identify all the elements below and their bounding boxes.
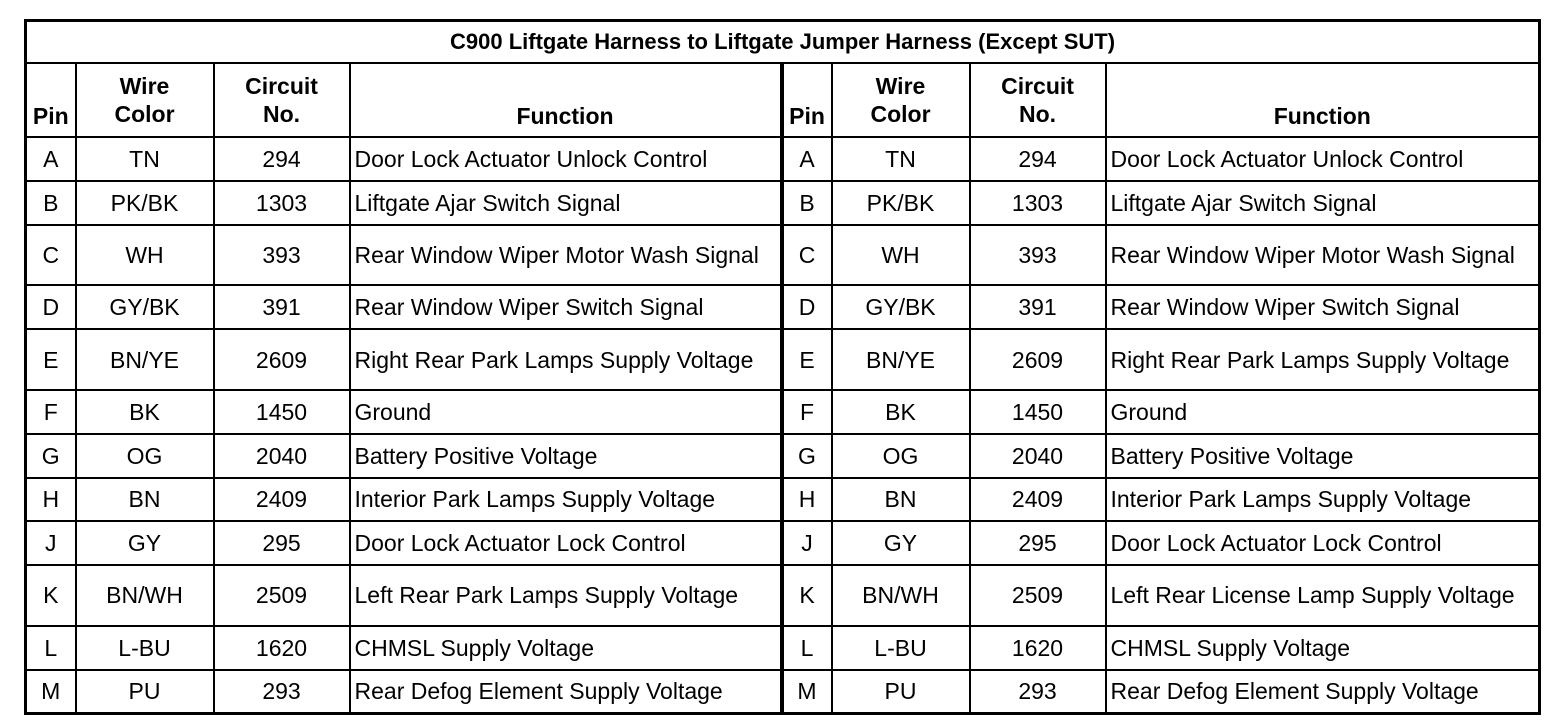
pin-cell: L — [782, 626, 832, 670]
pin-cell: C — [26, 225, 76, 286]
function-cell: Door Lock Actuator Unlock Control — [350, 137, 782, 181]
table-row — [26, 626, 1540, 670]
function-cell: Liftgate Ajar Switch Signal — [350, 181, 782, 225]
function-cell: Left Rear License Lamp Supply Voltage — [1106, 565, 1540, 626]
circuit-cell: 2609 — [970, 329, 1106, 390]
circuit-cell: 2609 — [214, 329, 350, 390]
wire-color-cell: GY/BK — [76, 285, 214, 329]
wire-color-cell: GY — [76, 521, 214, 565]
circuit-cell: 1303 — [970, 181, 1106, 225]
pin-cell: L — [26, 626, 76, 670]
wire-color-cell: BN — [832, 478, 970, 522]
header-function: Function — [1106, 63, 1540, 137]
wire-color-cell: BN/YE — [832, 329, 970, 390]
circuit-cell: 1450 — [970, 390, 1106, 434]
wire-color-cell: BK — [832, 390, 970, 434]
connector-pinout-table — [24, 19, 1541, 715]
circuit-cell: 295 — [214, 521, 350, 565]
wire-color-cell: GY — [832, 521, 970, 565]
wire-color-cell: WH — [76, 225, 214, 286]
function-cell: Rear Window Wiper Switch Signal — [350, 285, 782, 329]
function-cell: Rear Defog Element Supply Voltage — [350, 670, 782, 714]
circuit-cell: 1620 — [214, 626, 350, 670]
pin-cell: M — [26, 670, 76, 714]
circuit-cell: 2040 — [970, 434, 1106, 478]
wire-color-cell: L-BU — [76, 626, 214, 670]
function-cell: Right Rear Park Lamps Supply Voltage — [350, 329, 782, 390]
table-row — [26, 565, 1540, 626]
wire-color-cell: OG — [832, 434, 970, 478]
function-cell: CHMSL Supply Voltage — [350, 626, 782, 670]
function-cell: Battery Positive Voltage — [1106, 434, 1540, 478]
header-pin: Pin — [26, 63, 76, 137]
table-row — [26, 434, 1540, 478]
pin-cell: E — [782, 329, 832, 390]
wire-color-cell: PU — [832, 670, 970, 714]
function-cell: Right Rear Park Lamps Supply Voltage — [1106, 329, 1540, 390]
function-cell: Door Lock Actuator Lock Control — [1106, 521, 1540, 565]
wire-color-cell: TN — [832, 137, 970, 181]
function-cell: Battery Positive Voltage — [350, 434, 782, 478]
wire-color-cell: BN — [76, 478, 214, 522]
circuit-cell: 2509 — [970, 565, 1106, 626]
function-cell: Rear Window Wiper Motor Wash Signal — [350, 225, 782, 286]
function-cell: Interior Park Lamps Supply Voltage — [350, 478, 782, 522]
circuit-cell: 293 — [970, 670, 1106, 714]
pin-cell: F — [782, 390, 832, 434]
wire-color-cell: PK/BK — [76, 181, 214, 225]
header-pin: Pin — [782, 63, 832, 137]
table-row — [26, 285, 1540, 329]
pin-cell: A — [782, 137, 832, 181]
wire-color-cell: L-BU — [832, 626, 970, 670]
function-cell: Ground — [350, 390, 782, 434]
circuit-cell: 294 — [970, 137, 1106, 181]
function-cell: Door Lock Actuator Lock Control — [350, 521, 782, 565]
header-circuit-no: Circuit No. — [970, 63, 1106, 137]
wire-color-cell: OG — [76, 434, 214, 478]
wire-color-cell: TN — [76, 137, 214, 181]
pin-cell: A — [26, 137, 76, 181]
pin-cell: F — [26, 390, 76, 434]
wire-color-cell: PU — [76, 670, 214, 714]
wire-color-cell: BN/YE — [76, 329, 214, 390]
pin-cell: G — [782, 434, 832, 478]
header-wire-color: Wire Color — [832, 63, 970, 137]
pin-cell: H — [26, 478, 76, 522]
circuit-cell: 1450 — [214, 390, 350, 434]
pin-cell: J — [782, 521, 832, 565]
function-cell: Door Lock Actuator Unlock Control — [1106, 137, 1540, 181]
circuit-cell: 391 — [214, 285, 350, 329]
function-cell: Rear Window Wiper Motor Wash Signal — [1106, 225, 1540, 286]
circuit-cell: 2509 — [214, 565, 350, 626]
wire-color-cell: PK/BK — [832, 181, 970, 225]
table-row — [26, 390, 1540, 434]
function-cell: Ground — [1106, 390, 1540, 434]
wire-color-cell: WH — [832, 225, 970, 286]
pin-cell: B — [782, 181, 832, 225]
header-circuit-no: Circuit No. — [214, 63, 350, 137]
header-function: Function — [350, 63, 782, 137]
circuit-cell: 293 — [214, 670, 350, 714]
circuit-cell: 2409 — [214, 478, 350, 522]
table-row — [26, 329, 1540, 390]
circuit-cell: 295 — [970, 521, 1106, 565]
pin-cell: B — [26, 181, 76, 225]
table-row — [26, 181, 1540, 225]
pin-cell: G — [26, 434, 76, 478]
pin-cell: K — [782, 565, 832, 626]
function-cell: CHMSL Supply Voltage — [1106, 626, 1540, 670]
circuit-cell: 1620 — [970, 626, 1106, 670]
pin-cell: K — [26, 565, 76, 626]
function-cell: Rear Defog Element Supply Voltage — [1106, 670, 1540, 714]
table-row — [26, 225, 1540, 286]
function-cell: Liftgate Ajar Switch Signal — [1106, 181, 1540, 225]
table-row — [26, 137, 1540, 181]
function-cell: Interior Park Lamps Supply Voltage — [1106, 478, 1540, 522]
pin-cell: D — [26, 285, 76, 329]
pin-cell: M — [782, 670, 832, 714]
table-row — [26, 478, 1540, 522]
wire-color-cell: BK — [76, 390, 214, 434]
circuit-cell: 294 — [214, 137, 350, 181]
table-title: C900 Liftgate Harness to Liftgate Jumper Harness (Except SUT) — [26, 21, 1540, 64]
pin-cell: H — [782, 478, 832, 522]
circuit-cell: 393 — [970, 225, 1106, 286]
wire-color-cell: BN/WH — [76, 565, 214, 626]
circuit-cell: 1303 — [214, 181, 350, 225]
circuit-cell: 2040 — [214, 434, 350, 478]
pin-cell: C — [782, 225, 832, 286]
pin-cell: J — [26, 521, 76, 565]
table-row — [26, 670, 1540, 714]
circuit-cell: 391 — [970, 285, 1106, 329]
pin-cell: E — [26, 329, 76, 390]
wire-color-cell: BN/WH — [832, 565, 970, 626]
circuit-cell: 393 — [214, 225, 350, 286]
circuit-cell: 2409 — [970, 478, 1106, 522]
pin-cell: D — [782, 285, 832, 329]
function-cell: Left Rear Park Lamps Supply Voltage — [350, 565, 782, 626]
table-row — [26, 521, 1540, 565]
function-cell: Rear Window Wiper Switch Signal — [1106, 285, 1540, 329]
header-wire-color: Wire Color — [76, 63, 214, 137]
wire-color-cell: GY/BK — [832, 285, 970, 329]
